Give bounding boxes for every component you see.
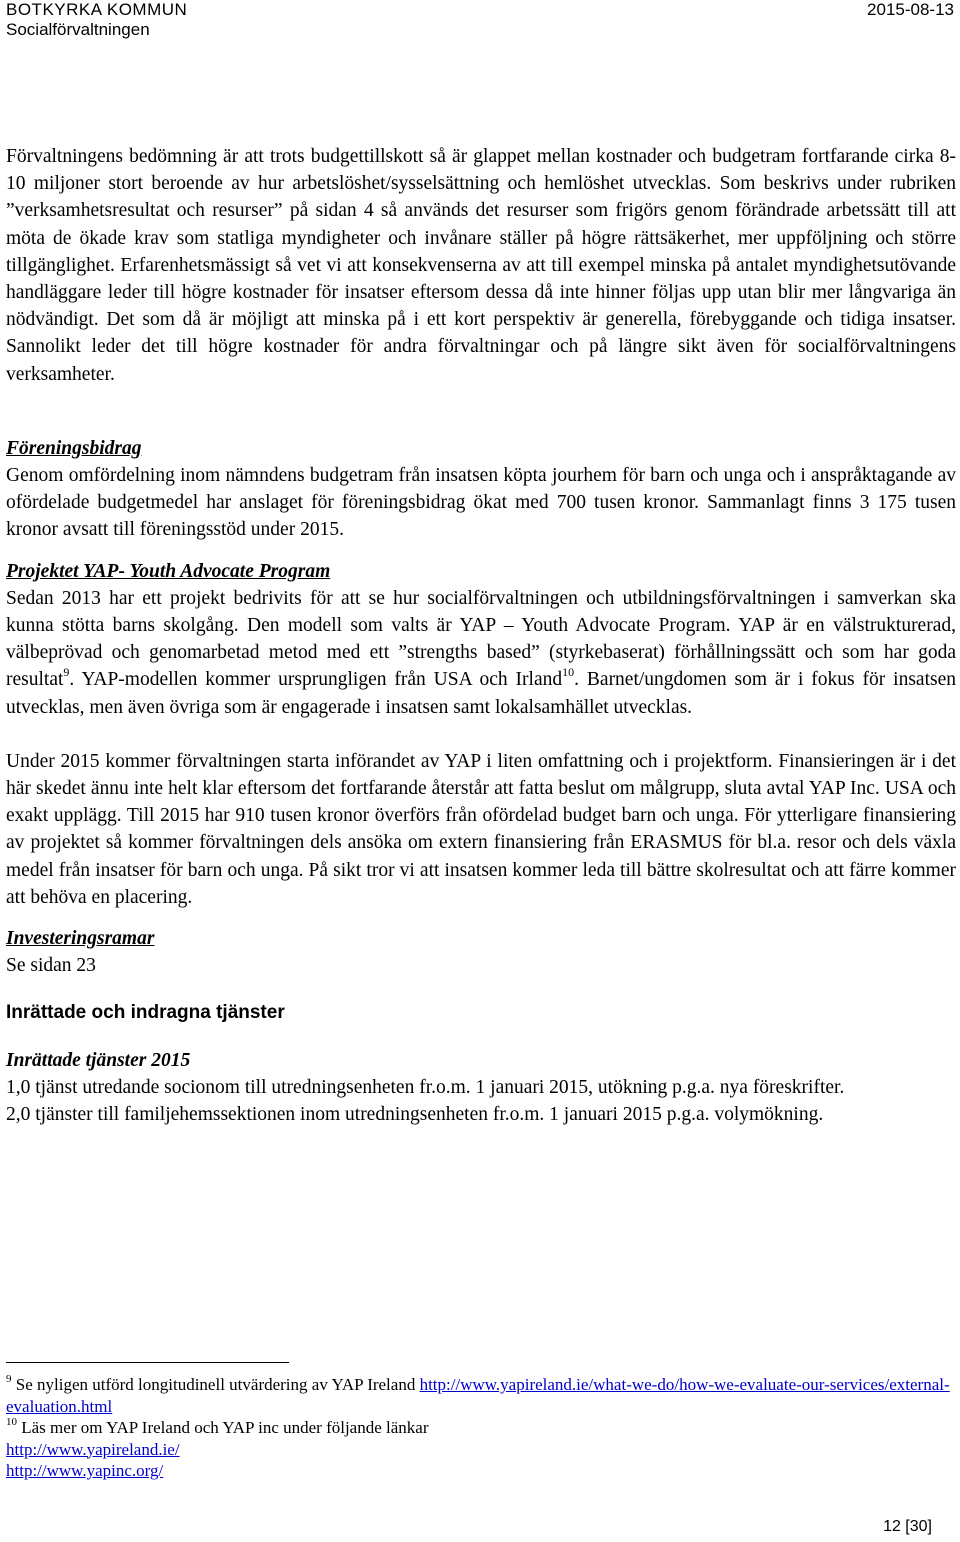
organization-name: BOTKYRKA KOMMUN xyxy=(6,0,188,19)
footnote-9-text: Se nyligen utförd longitudinell utvärdering av YAP Ireland xyxy=(11,1375,420,1394)
footnote-10-link-yapireland[interactable]: http://www.yapireland.ie/ xyxy=(6,1439,180,1459)
page-number: 12 [30] xyxy=(883,1518,932,1535)
document-body xyxy=(6,143,956,1128)
footnote-10-text: Läs mer om YAP Ireland och YAP inc under följande länkar xyxy=(17,1418,429,1437)
footnote-9-number: 9 xyxy=(6,1373,12,1386)
footnote-10-number: 10 xyxy=(6,1416,17,1429)
footnote-10-link-1-row xyxy=(6,1439,956,1461)
paragraph-assessment: Förvaltningens bedömning är att trots budgettillskott så är glappet mellan kostnader och budgetram fortfarande cirka 8-10 miljoner stort beroende av hur arbetslöshet/sysselsättning och hemlöshet utvecklas. Som beskrivs under rubriken ”verksamhetsresultat och resurser” på sidan 4 så används det resurser som frigörs genom förändrade arbetssätt till att möta de ökade krav som statliga myndigheter och invånare ställer på högre rättsäkerhet, mer uppföljning och större tillgänglighet. Erfarenhetsmässigt så vet vi att konsekvenserna av att till exempel minska på antalet myndighetsutövande handläggare leder till högre kostnader för insatser eftersom dessa då inte hinner följas upp utan blir mer långvariga än nödvändigt. Det som då är möjligt att minska på i ett kort perspektiv är generella, förebyggande och tidiga insatser. Sannolikt leder det till högre kostnader för andra förvaltningar och på längre sikt även för socialförvaltningens verksamheter. xyxy=(6,146,956,385)
heading-tjanster: Inrättade och indragna tjänster xyxy=(6,1002,285,1024)
paragraph-yap-intro xyxy=(6,585,956,721)
heading-yap-project: Projektet YAP- Youth Advocate Program xyxy=(6,560,331,582)
document-date: 2015-08-13 xyxy=(867,0,954,19)
yap-text-c: . Barnet/ungdomen som är i fokus för insatsen utvecklas, men även övriga som är engagerade i insatsen samt lokalsamhället utvecklas. xyxy=(6,669,956,718)
footnote-10-link-2-row xyxy=(6,1460,956,1482)
footnote-9 xyxy=(6,1374,956,1417)
footnote-ref-10[interactable]: 10 xyxy=(562,664,575,679)
paragraph-foreningsbidrag: Genom omfördelning inom nämndens budgetram från insatsen köpta jourhem för barn och unga och i anspråktagande av ofördelade budgetmedel har anslaget för föreningsbidrag ökat med 700 tusen kronor. Sammanlagt finns 3 175 tusen kronor avsatt till föreningsstöd under 2015. xyxy=(6,465,956,541)
footnotes xyxy=(6,1374,956,1482)
heading-investeringsramar: Investeringsramar xyxy=(6,928,155,950)
heading-inrattade-tjanster: Inrättade tjänster 2015 xyxy=(6,1049,191,1071)
yap-text-a: Sedan 2013 har ett projekt bedrivits för att se hur socialförvaltningen och utbildningsförvaltningen i samverkan ska kunna stötta barns skolgång. Den modell som valts är YAP – Youth Advocate Program. YAP är en välstrukturerad, välbeprövad och genomarbetad metod med ett ”strengths based” (styrkebaserat) förhållningssätt och som har goda resultat xyxy=(6,587,956,691)
paragraph-tjanst-1: 1,0 tjänst utredande socionom till utredningsenheten fr.o.m. 1 januari 2015, utökning p.g.a. nya föreskrifter. xyxy=(6,1076,845,1098)
department-name: Socialförvaltningen xyxy=(6,20,150,39)
footnote-9-link[interactable]: http://www.yapireland.ie/what-we-do/how-we-evaluate-our-services/external-evaluation.html xyxy=(6,1375,950,1416)
yap-text-b: . YAP-modellen kommer ursprungligen från USA och Irland xyxy=(69,669,563,691)
footnote-ref-9[interactable]: 9 xyxy=(63,664,70,679)
paragraph-tjanst-2: 2,0 tjänster till familjehemssektionen inom utredningsenheten fr.o.m. 1 januari 2015 p.g.a. volymökning. xyxy=(6,1104,824,1126)
paragraph-investeringsramar: Se sidan 23 xyxy=(6,955,96,977)
footnote-10 xyxy=(6,1417,956,1439)
footnote-10-link-yapinc[interactable]: http://www.yapinc.org/ xyxy=(6,1461,164,1480)
footnote-divider xyxy=(6,1362,289,1363)
paragraph-yap-2015: Under 2015 kommer förvaltningen starta införandet av YAP i liten omfattning och i projektform. Finansieringen är i det här skedet ännu inte helt klar eftersom det fortfarande återstår att fatta beslut om målgrupp, sluta avtal YAP Inc. USA och exakt upplägg. Till 2015 har 910 tusen kronor överförs från ofördelad budget barn och unga. För ytterligare finansiering av projektet så kommer förvaltningen dels ansöka om extern finansiering från ERASMUS för bl.a. resor och dels växla medel från insatser för barn och unga. På sikt tror vi att insatsen kommer leda till bättre skolresultat och att färre kommer att behöva en placering. xyxy=(6,750,956,908)
heading-foreningsbidrag: Föreningsbidrag xyxy=(6,437,142,459)
